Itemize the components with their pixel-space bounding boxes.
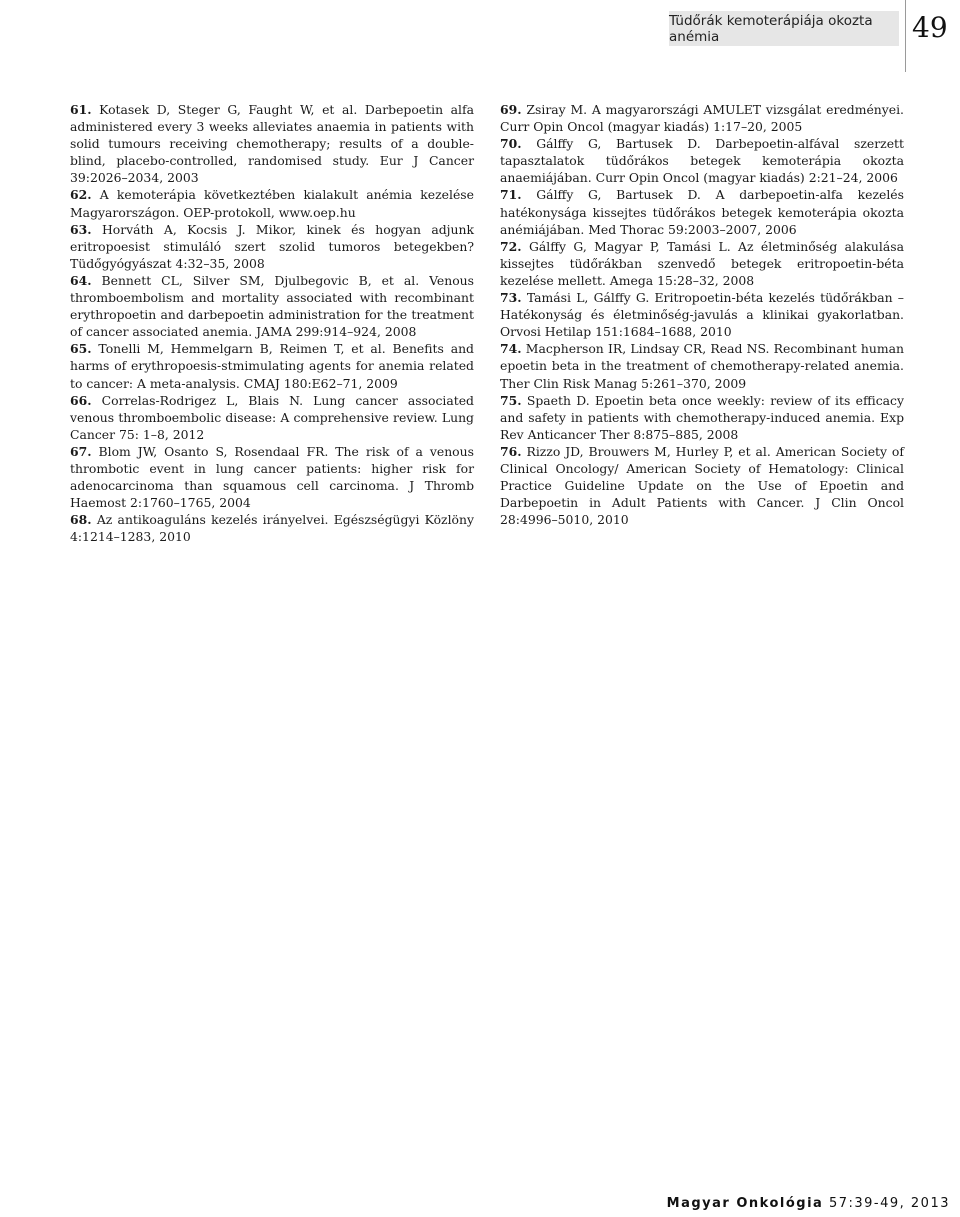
reference-item xyxy=(70,392,474,443)
page-number: 49 xyxy=(912,11,948,44)
reference-number: 72. xyxy=(500,238,522,254)
running-title-text: Tüdőrák kemoterápiája okozta anémia xyxy=(669,12,873,45)
running-title xyxy=(669,11,899,46)
header-divider-rule xyxy=(905,0,906,72)
journal-citation: 57:39-49, 2013 xyxy=(823,1196,950,1211)
reference-text: Kotasek D, Steger G, Faught W, et al. Darbepoetin alfa administered every 3 weeks alleviates anaemia in patients with solid tumours receiving chemotherapy; results of a double-blind, placebo-controlled, randomised study. Eur J Cancer 39:2026–2034, 2003 xyxy=(70,102,474,186)
reference-text: Gálffy G, Bartusek D. Darbepoetin-alfával szerzett tapasztalatok tüdőrákos betegek kemoterápia okozta anaemiájában. Curr Opin Oncol (magyar kiadás) 2:21–24, 2006 xyxy=(500,136,904,186)
reference-number: 74. xyxy=(500,341,522,357)
references-left-column xyxy=(70,101,474,545)
reference-number: 63. xyxy=(70,221,92,237)
reference-text: Gálffy G, Magyar P, Tamási L. Az életminőség alakulása kissejtes tüdőrákban szenvedő betegek eritropoetin-béta kezelése mellett. Amega 15:28–32, 2008 xyxy=(500,238,904,288)
references-right-column xyxy=(500,101,904,528)
reference-item xyxy=(500,289,904,340)
reference-number: 65. xyxy=(70,341,92,357)
reference-text: Gálffy G, Bartusek D. A darbepoetin-alfa kezelés hatékonysága kissejtes tüdőrákos betegek kemoterápia okozta anémiájában. Med Thorac 59:2003–2007, 2006 xyxy=(500,187,904,237)
reference-number: 61. xyxy=(70,102,92,117)
reference-item xyxy=(70,221,474,272)
reference-text: Horváth A, Kocsis J. Mikor, kinek és hogyan adjunk eritropoesist stimuláló szert szolid tumoros betegekben? Tüdőgyógyászat 4:32–35, 2008 xyxy=(70,221,474,271)
reference-number: 62. xyxy=(70,187,92,203)
reference-text: Tonelli M, Hemmelgarn B, Reimen T, et al. Benefits and harms of erythropoesis-stmimulating agents for anemia related to cancer: A meta-analysis. CMAJ 180:E62–71, 2009 xyxy=(70,341,474,391)
reference-text: Bennett CL, Silver SM, Djulbegovic B, et al. Venous thromboembolism and mortality associated with recombinant erythropoetin and darbepoetin administration for the treatment of cancer associated anemia. JAMA 299:914–924, 2008 xyxy=(70,272,474,340)
reference-text: Zsiray M. A magyarországi AMULET vizsgálat eredményei. Curr Opin Oncol (magyar kiadás) 1:17–20, 2005 xyxy=(500,102,904,135)
reference-text: Rizzo JD, Brouwers M, Hurley P, et al. American Society of Clinical Oncology/ American Society of Hematology: Clinical Practice Guideline Update on the Use of Epoetin and Darbepoetin in Adult Patients with Cancer. J Clin Oncol 28:4996–5010, 2010 xyxy=(500,443,904,528)
reference-text: Correlas-Rodrigez L, Blais N. Lung cancer associated venous thromboembolic disease: A comprehensive review. Lung Cancer 75: 1–8, 2012 xyxy=(70,392,474,442)
reference-text: Tamási L, Gálffy G. Eritropoetin-béta kezelés tüdőrákban – Hatékonyság és életminőség-javulás a klinikai gyakorlatban. Orvosi Hetilap 151:1684–1688, 2010 xyxy=(500,290,904,340)
reference-number: 66. xyxy=(70,392,92,408)
reference-number: 70. xyxy=(500,136,522,152)
reference-number: 71. xyxy=(500,187,522,203)
reference-text: Macpherson IR, Lindsay CR, Read NS. Recombinant human epoetin beta in the treatment of chemotherapy-related anemia. Ther Clin Risk Manag 5:261–370, 2009 xyxy=(500,341,904,391)
reference-item xyxy=(500,340,904,391)
reference-item xyxy=(70,340,474,391)
reference-item xyxy=(70,443,474,511)
reference-number: 68. xyxy=(70,512,92,528)
reference-number: 67. xyxy=(70,443,92,459)
journal-footer xyxy=(667,1196,950,1211)
reference-item xyxy=(70,101,474,186)
reference-text: Az antikoaguláns kezelés irányelvei. Egészségügyi Közlöny 4:1214–1283, 2010 xyxy=(70,512,474,545)
reference-item xyxy=(500,186,904,237)
reference-number: 64. xyxy=(70,272,92,288)
reference-item xyxy=(500,238,904,289)
reference-item xyxy=(70,186,474,220)
reference-item xyxy=(70,511,474,545)
reference-text: Spaeth D. Epoetin beta once weekly: review of its efficacy and safety in patients with chemotherapy-induced anemia. Exp Rev Anticancer Ther 8:875–885, 2008 xyxy=(500,392,904,442)
reference-text: A kemoterápia következtében kialakult anémia kezelése Magyarországon. OEP-protokoll, www.oep.hu xyxy=(70,187,474,220)
reference-item xyxy=(500,443,904,528)
reference-number: 73. xyxy=(500,290,522,306)
reference-number: 75. xyxy=(500,392,522,408)
reference-item xyxy=(70,272,474,340)
reference-item xyxy=(500,135,904,186)
reference-number: 69. xyxy=(500,102,522,117)
reference-text: Blom JW, Osanto S, Rosendaal FR. The risk of a venous thrombotic event in lung cancer patients: higher risk for adenocarcinoma than squamous cell carcinoma. J Thromb Haemost 2:1760–1765, 2004 xyxy=(70,443,474,511)
reference-item xyxy=(500,392,904,443)
reference-item xyxy=(500,101,904,135)
journal-name: Magyar Onkológia xyxy=(666,1196,824,1211)
reference-number: 76. xyxy=(500,443,522,459)
